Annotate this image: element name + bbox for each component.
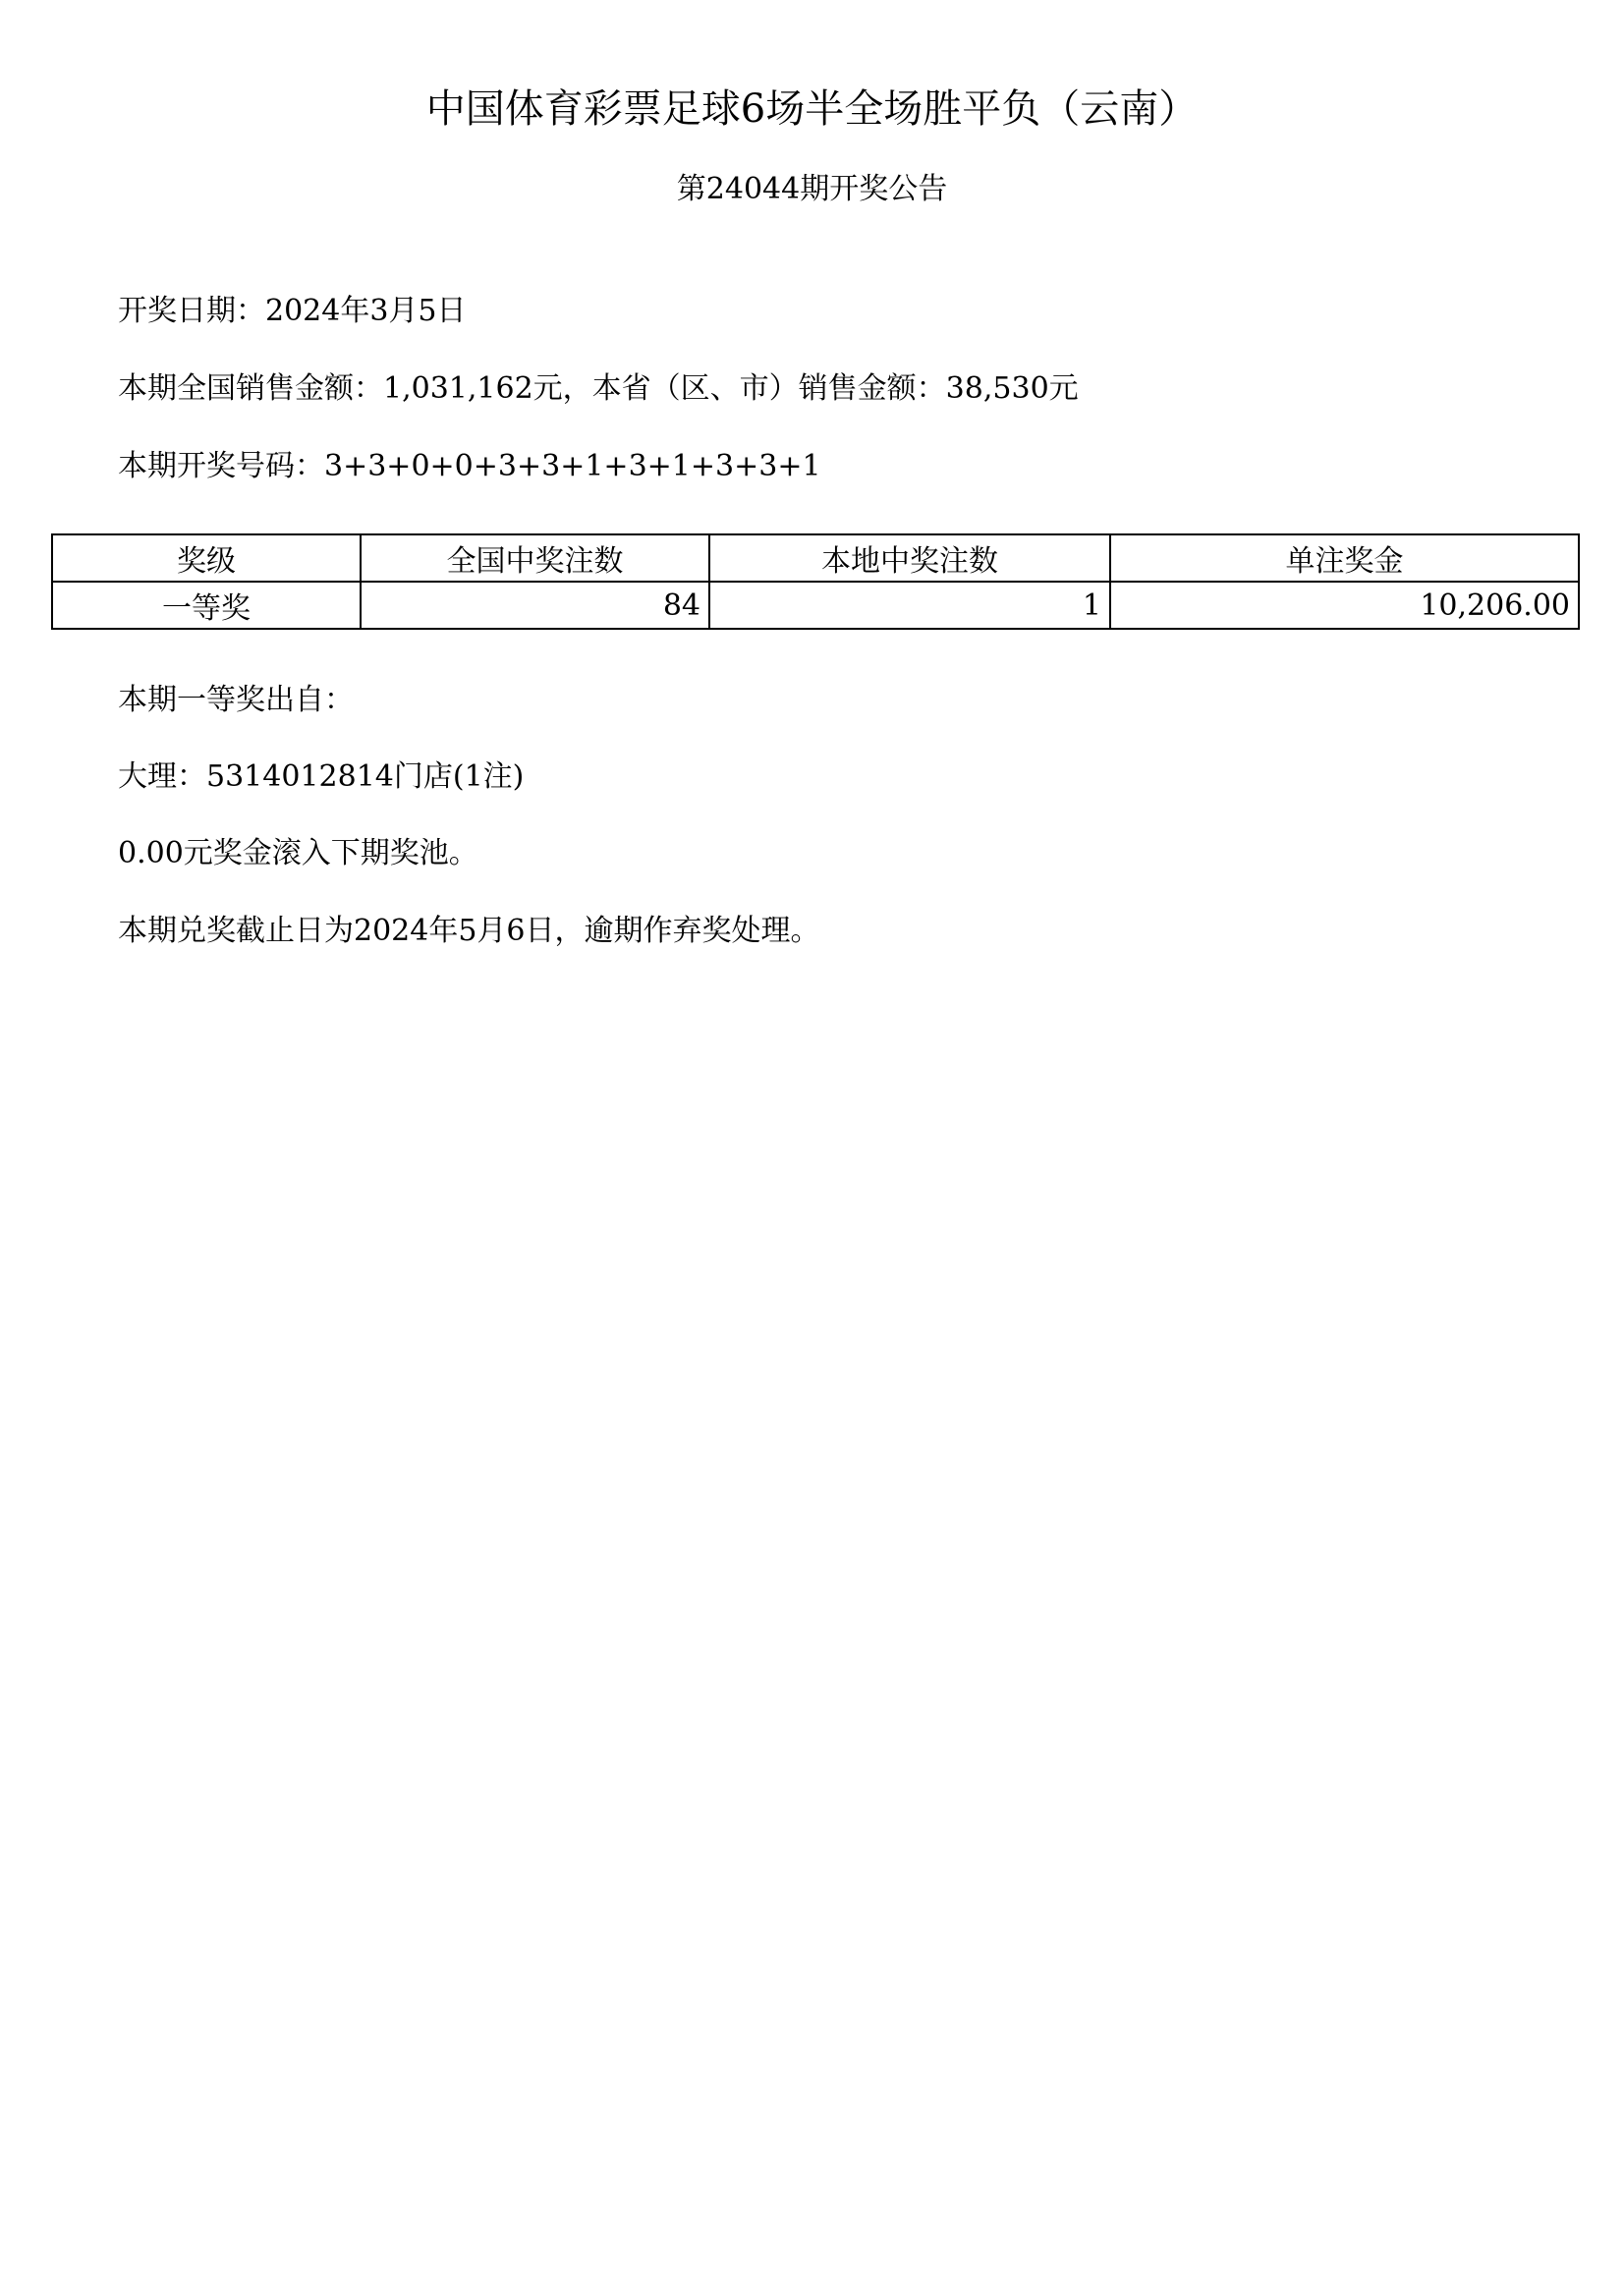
header-national-winners: 全国中奖注数 <box>361 534 709 582</box>
table-row <box>52 582 1579 629</box>
winning-numbers: 本期开奖号码：3+3+0+0+3+3+1+3+1+3+3+1 <box>118 449 821 483</box>
draw-date: 开奖日期：2024年3月5日 <box>118 294 467 328</box>
page-subtitle: 第24044期开奖公告 <box>676 172 948 206</box>
claim-deadline: 本期兑奖截止日为2024年5月6日，逾期作弃奖处理。 <box>118 914 820 948</box>
prize-table <box>51 533 1580 630</box>
sales-amount: 本期全国销售金额：1,031,162元，本省（区、市）销售金额：38,530元 <box>118 371 1079 406</box>
table-header-row <box>52 534 1579 582</box>
cell-prize-level: 一等奖 <box>52 582 361 629</box>
page-title: 中国体育彩票足球6场半全场胜平负（云南） <box>425 86 1199 132</box>
cell-national-winners: 84 <box>361 582 709 629</box>
cell-prize-amount: 10,206.00 <box>1110 582 1579 629</box>
header-prize-amount: 单注奖金 <box>1110 534 1579 582</box>
cell-local-winners: 1 <box>709 582 1110 629</box>
jackpot-rollover: 0.00元奖金滚入下期奖池。 <box>118 836 478 870</box>
first-prize-origin-heading: 本期一等奖出自： <box>118 683 354 717</box>
header-local-winners: 本地中奖注数 <box>709 534 1110 582</box>
header-prize-level: 奖级 <box>52 534 361 582</box>
first-prize-origin-detail: 大理：5314012814门店(1注) <box>118 759 525 794</box>
